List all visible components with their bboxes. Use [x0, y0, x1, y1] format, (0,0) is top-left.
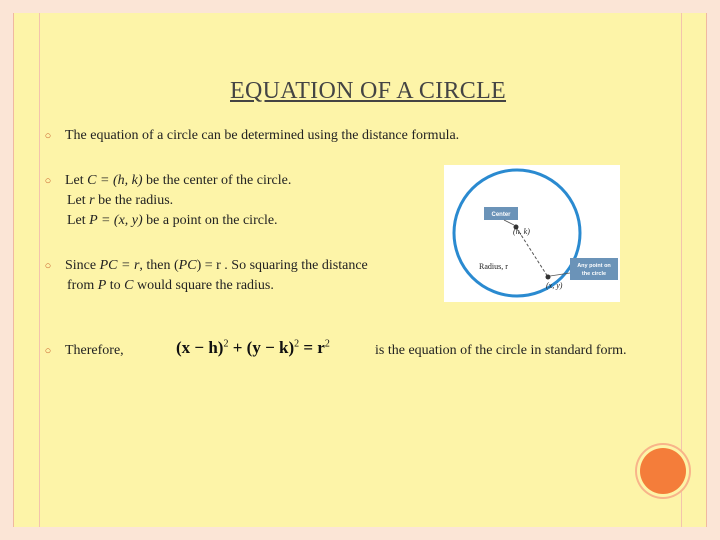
point-tag-pointer: [550, 273, 570, 276]
squaring-line-1: Since PC = r, then (PC) = r . So squaring the distance: [65, 258, 368, 273]
bullet-text-distance-formula: The equation of a circle can be determined using the distance formula.: [65, 128, 460, 143]
bullet-icon: ○: [44, 260, 52, 272]
center-tag-pointer: [504, 220, 514, 225]
decorative-orange-circle: [640, 448, 686, 494]
circle-equation-formula: $(x - h)^2 + (y - k)^2 = r^2$: [176, 338, 330, 357]
bullet-icon: ○: [44, 175, 52, 187]
point-tag-text-1: Any point on: [577, 263, 611, 269]
bullet-icon: ○: [44, 130, 52, 142]
point-tag-text-2: the circle: [581, 271, 607, 277]
squaring-line-2: from P to C would square the radius.: [67, 278, 274, 293]
circle-point-dot: [546, 275, 551, 280]
center-point-label: (h, k): [513, 227, 530, 236]
bullet-icon: ○: [44, 345, 52, 357]
slide-title: EQUATION OF A CIRCLE: [230, 78, 507, 104]
radius-label: Radius, r: [479, 262, 508, 271]
bullet-text-standard-form: is the equation of the circle in standard form.: [375, 343, 627, 358]
circle-diagram-svg: [444, 165, 620, 302]
definition-center: Let C = (h, k) be the center of the circle.: [65, 173, 292, 188]
circle-diagram: [444, 165, 620, 302]
circle-point-label: (x, y): [546, 281, 563, 290]
definition-radius: Let r be the radius.: [67, 193, 174, 208]
bullet-text-therefore: Therefore,: [65, 343, 124, 358]
definition-point: Let P = (x, y) be a point on the circle.: [67, 213, 278, 228]
bullet-text-definitions: [65, 171, 291, 231]
bullet-text-squaring: [65, 256, 368, 296]
center-tag-text: Center: [491, 212, 511, 218]
